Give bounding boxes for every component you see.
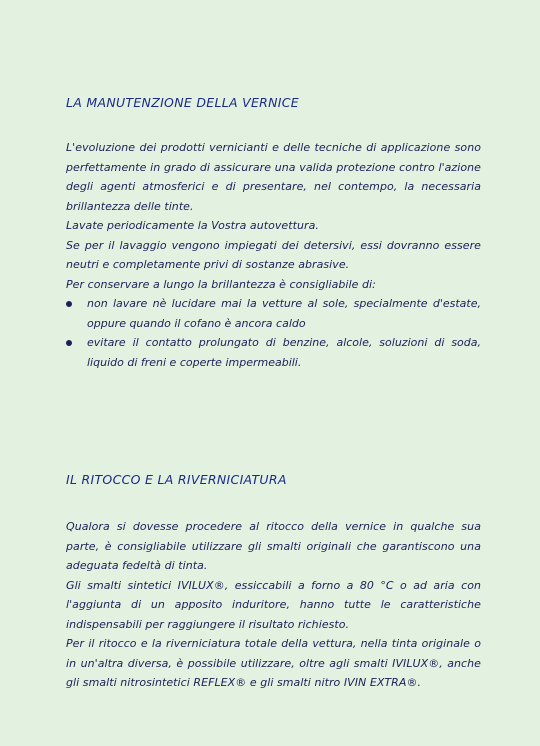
paragraph: Gli smalti sintetici IVILUX®, essiccabili a forno a 80 °C o ad aria con l'aggiunta di un apposito induritore, hanno tutte le caratteristiche indispensabili per raggiungere il risultato richiesto. (66, 578, 481, 631)
paragraph: Lavate periodicamente la Vostra autovettura. (66, 219, 319, 232)
paragraph: L'evoluzione dei prodotti vernicianti e delle tecniche di applicazione sono perfettamente in grado di assicurare una valida protezione contro l'azione degli agenti atmosferici e di presentare, nel contempo, la necessaria brillantezza delle tinte. (66, 141, 481, 213)
section-retouch-repaint (66, 472, 481, 693)
list-item-text: non lavare nè lucidare mai la vetture al sole, specialmente d'estate, oppure quando il cofano è ancora caldo (87, 297, 481, 330)
bullet-list (66, 294, 481, 372)
section-heading: IL RITOCCO E LA RIVERNICIATURA (66, 472, 287, 487)
paragraph: Se per il lavaggio vengono impiegati dei detersivi, essi dovranno essere neutri e completamente privi di sostanze abrasive. (66, 238, 481, 271)
paragraph: Per il ritocco e la riverniciatura totale della vettura, nella tinta originale o in un'altra diversa, è possibile utilizzare, oltre agli smalti IVILUX®, anche gli smalti nitrosintetici REFLEX® e gli smalti nitro IVIN EXTRA®. (66, 637, 481, 689)
paragraph: Per conservare a lungo la brillantezza è consigliabile di: (66, 277, 376, 291)
bullet-icon (66, 301, 72, 307)
list-item-text: evitare il contatto prolungato di benzine, alcole, soluzioni di soda, liquido di freni e coperte impermeabili. (87, 336, 481, 369)
section-heading: LA MANUTENZIONE DELLA VERNICE (66, 95, 299, 110)
paragraph: Qualora si dovesse procedere al ritocco della vernice in qualche sua parte, è consigliabile utilizzare gli smalti originali che garantiscono una adeguata fedeltà di tinta. (66, 520, 481, 572)
bullet-icon (66, 340, 72, 346)
list-item (66, 294, 481, 333)
list-item (66, 333, 481, 372)
section-paint-maintenance (66, 95, 481, 372)
